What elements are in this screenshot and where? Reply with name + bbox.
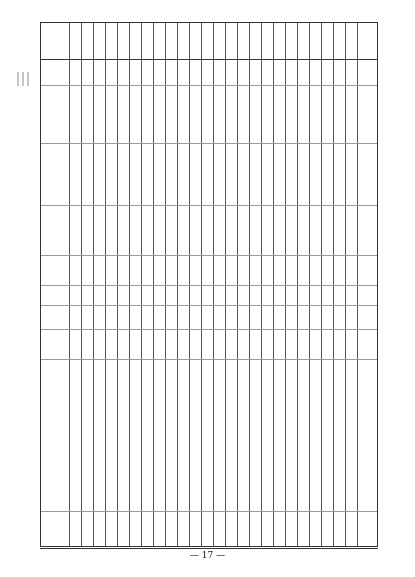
table-divider xyxy=(41,255,377,256)
left-margin-mark-graphic xyxy=(14,70,32,88)
table-divider xyxy=(41,305,377,306)
reference-substance-table xyxy=(40,22,378,547)
left-margin-mark xyxy=(14,70,32,88)
table-divider xyxy=(41,359,377,360)
table-divider xyxy=(41,59,377,60)
table-divider xyxy=(41,511,377,512)
footer-rule xyxy=(40,548,378,549)
table-divider xyxy=(41,205,377,206)
table-divider xyxy=(41,85,377,86)
table-divider xyxy=(41,143,377,144)
table-divider xyxy=(41,329,377,330)
table-divider xyxy=(41,285,377,286)
page-number: — 17 — xyxy=(189,551,226,561)
